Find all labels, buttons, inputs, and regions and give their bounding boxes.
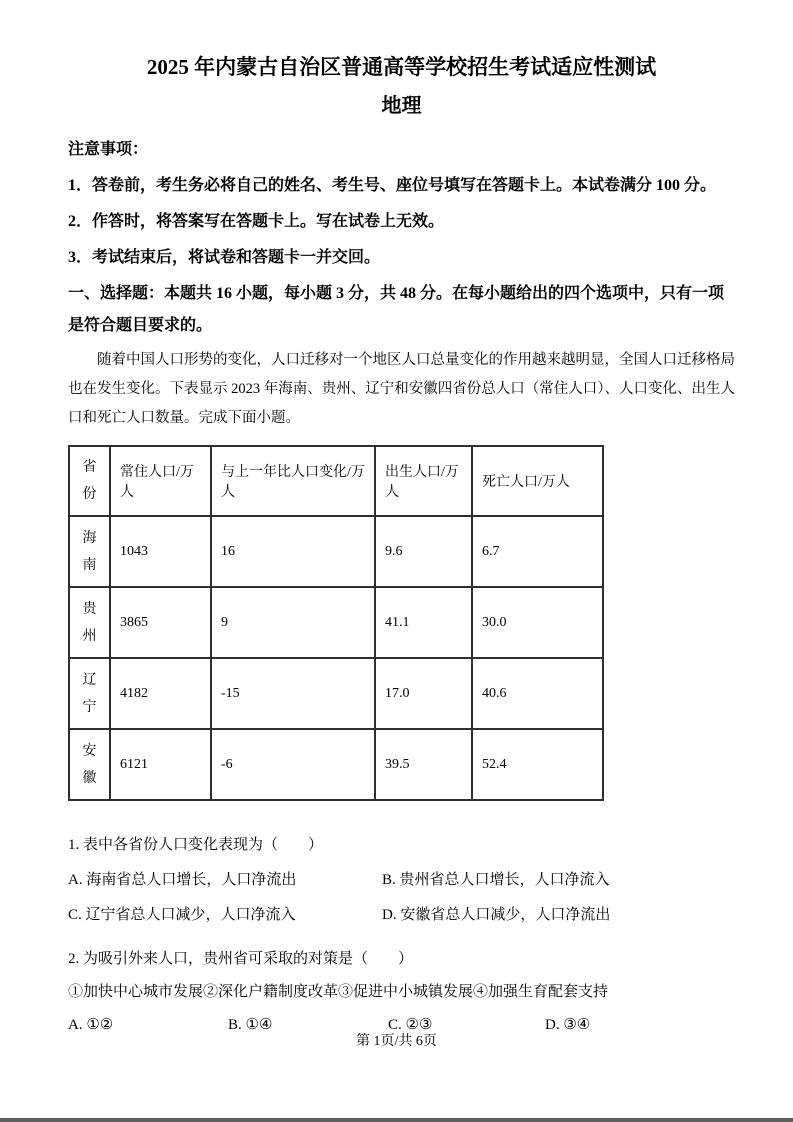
table-header-cell: 省份 [69, 446, 110, 516]
notice-item-3: 3．考试结束后，将试卷和答题卡一并交回。 [68, 249, 381, 266]
notice-heading: 注意事项： [68, 141, 149, 158]
option-d: D. ③④ [545, 1017, 591, 1033]
table-cell: -6 [211, 729, 375, 800]
table-cell: 4182 [110, 658, 211, 729]
question-sub-items: ①加快中心城市发展②深化户籍制度改革③促进中小城镇发展④加强生育配套支持 [68, 984, 609, 1000]
table-cell: 9.6 [375, 516, 472, 587]
question-1 [68, 833, 735, 933]
table-cell: 9 [211, 587, 375, 658]
table-cell: 16 [211, 516, 375, 587]
notice-item-1: 1．答卷前，考生务必将自己的姓名、考生号、座位号填写在答题卡上。本试卷满分 100 分。 [68, 177, 717, 194]
passage-text: 随着中国人口形势的变化，人口迁移对一个地区人口总量变化的作用越来越明显，全国人口迁移格局也在发生变化。下表显示 2023 年海南、贵州、辽宁和安徽四省份总人口（常住人口）、人口变化、出生人口和死亡人口数量。完成下面小题。 [68, 352, 735, 426]
table-cell: 贵州 [69, 587, 110, 658]
table-cell: 52.4 [472, 729, 603, 800]
table-cell: 辽宁 [69, 658, 110, 729]
table-cell: 30.0 [472, 587, 603, 658]
table-cell: 17.0 [375, 658, 472, 729]
population-data-table [68, 445, 604, 801]
option-d: D. 安徽省总人口减少，人口净流出 [382, 907, 611, 923]
question-stem: 2. 为吸引外来人口，贵州省可采取的对策是（ ） [68, 951, 414, 967]
option-c: C. ②③ [388, 1017, 433, 1033]
table-header-cell: 出生人口/万人 [375, 446, 472, 516]
option-a: A. 海南省总人口增长，人口净流出 [68, 872, 297, 888]
table-row [69, 729, 603, 800]
table-cell: -15 [211, 658, 375, 729]
section-heading: 一、选择题：本题共 16 小题，每小题 3 分，共 48 分。在每小题给出的四个选项中，只有一项是符合题目要求的。 [68, 285, 725, 334]
page-title: 2025 年内蒙古自治区普通高等学校招生考试适应性测试 [146, 55, 657, 79]
table-cell: 40.6 [472, 658, 603, 729]
page-edge-divider [0, 1118, 793, 1122]
page-footer: 第 1页/共 6页 [356, 1034, 437, 1049]
table-header-cell: 死亡人口/万人 [472, 446, 603, 516]
option-b: B. 贵州省总人口增长，人口净流入 [382, 872, 610, 888]
notice-item-2: 2．作答时，将答案写在答题卡上。写在试卷上无效。 [68, 213, 445, 230]
option-c: C. 辽宁省总人口减少，人口净流入 [68, 907, 296, 923]
question-2 [68, 943, 735, 1042]
table-row [69, 658, 603, 729]
table-cell: 安徽 [69, 729, 110, 800]
table-cell: 1043 [110, 516, 211, 587]
table-row [69, 516, 603, 587]
option-a: A. ①② [68, 1017, 114, 1033]
table-cell: 海南 [69, 516, 110, 587]
table-cell: 6121 [110, 729, 211, 800]
table-header-cell: 常住人口/万人 [110, 446, 211, 516]
option-b: B. ①④ [228, 1017, 273, 1033]
table-cell: 6.7 [472, 516, 603, 587]
question-stem: 1. 表中各省份人口变化表现为（ ） [68, 837, 324, 853]
table-cell: 41.1 [375, 587, 472, 658]
question-1-options [68, 863, 735, 933]
table-cell: 3865 [110, 587, 211, 658]
table-header-row [69, 446, 603, 516]
table-header-cell: 与上一年比人口变化/万人 [211, 446, 375, 516]
table-cell: 39.5 [375, 729, 472, 800]
table-row [69, 587, 603, 658]
subject-title: 地理 [381, 95, 422, 117]
